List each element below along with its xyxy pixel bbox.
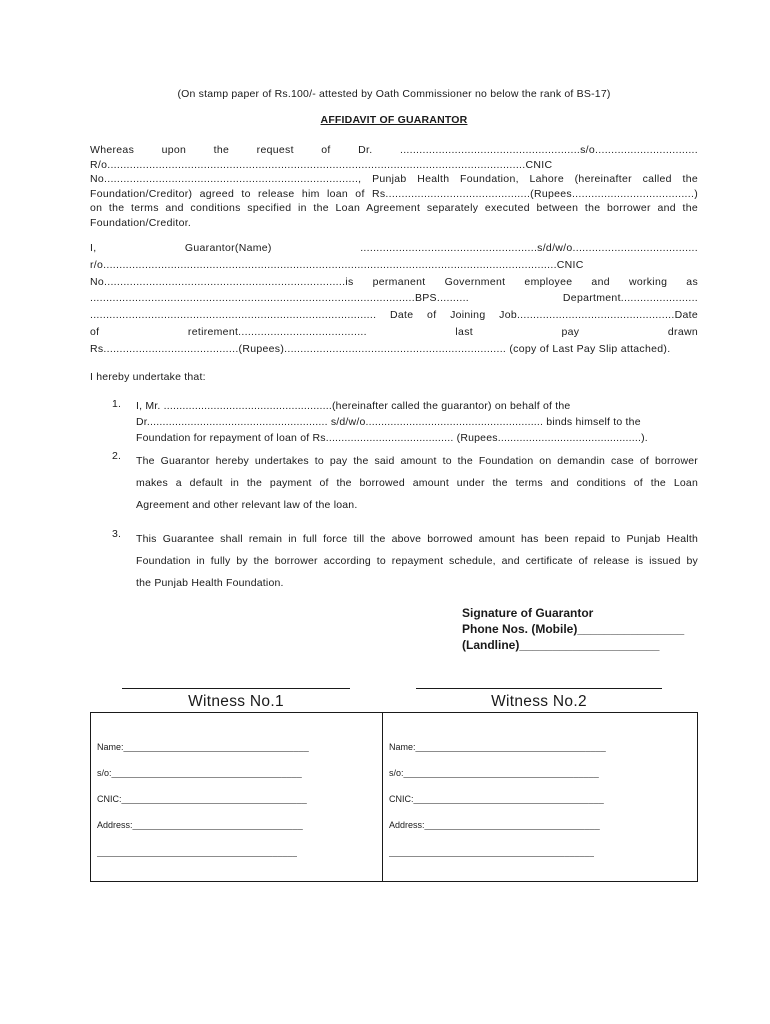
mobile-phone-field: Phone Nos. (Mobile)________________ xyxy=(462,622,685,636)
undertake-heading: I hereby undertake that: xyxy=(90,371,206,383)
witness-2-name-field: Name:______________________________________ xyxy=(389,742,606,752)
whereas-line: Foundation/Creditor. xyxy=(90,216,192,229)
witness-2-address-field: Address:___________________________________ xyxy=(389,820,600,830)
whereas-line: on the terms and conditions specified in the Loan Agreement separately executed between the borrower and the xyxy=(90,202,698,214)
signature-block xyxy=(462,605,684,653)
guarantor-line: of retirement........................................ last pay drawn xyxy=(90,325,698,338)
whereas-line: R/o..................................................................................................................................CNIC xyxy=(90,158,553,171)
item-number: 2. xyxy=(112,450,122,462)
signature-label: Signature of Guarantor xyxy=(462,606,594,620)
item-line: Agreement and other relevant law of the loan. xyxy=(136,499,358,511)
witness-2-heading: Witness No.2 xyxy=(491,693,587,710)
item-number: 3. xyxy=(112,528,122,540)
landline-phone-field: (Landline)_____________________ xyxy=(462,638,660,652)
witness-2-address-extra-line: _________________________________________ xyxy=(389,847,595,857)
witness-1-so-field: s/o:______________________________________ xyxy=(97,768,302,778)
item-line: Foundation for repayment of loan of Rs......................................... (Rupees..............................................). xyxy=(136,432,648,444)
whereas-line: No..............................................................................., Punjab Health Foundation, Lahore (hereinafter called the xyxy=(90,173,698,185)
witness-column-divider xyxy=(382,713,383,881)
whereas-line: Foundation/Creditor) agreed to release him loan of Rs.............................................(Rupees......................................) xyxy=(90,187,698,200)
guarantor-line: ......................................................................................... Date of Joining Job.................................................Date xyxy=(90,309,698,322)
item-number: 1. xyxy=(112,398,122,410)
item-line: This Guarantee shall remain in full force till the above borrowed amount has been repaid to Punjab Health xyxy=(136,533,698,545)
guarantor-line: .....................................................................................................BPS.......... Department........................ xyxy=(90,292,698,305)
item-line: makes a default in the payment of the borrowed amount under the terms and conditions of the Loan xyxy=(136,477,698,489)
whereas-line: Whereas upon the request of Dr. ........................................................s/o................................ xyxy=(90,144,698,156)
witness-1-heading: Witness No.1 xyxy=(188,693,284,710)
guarantor-line: Rs..........................................(Rupees)..................................................................... (copy of Last Pay Slip attached). xyxy=(90,342,671,355)
guarantor-line: r/o.............................................................................................................................................CNIC xyxy=(90,258,584,271)
witness-1-address-field: Address:__________________________________ xyxy=(97,820,303,830)
item-line: The Guarantor hereby undertakes to pay the said amount to the Foundation on demandin case of borrower xyxy=(136,455,698,467)
stamp-paper-note: (On stamp paper of Rs.100/- attested by Oath Commissioner no below the rank of BS-17) xyxy=(177,88,611,100)
witness-1-cnic-field: CNIC:_____________________________________ xyxy=(97,794,307,804)
witness-1-name-field: Name:_____________________________________ xyxy=(97,742,309,752)
affidavit-title: AFFIDAVIT OF GUARANTOR xyxy=(320,114,468,126)
witness-1-address-extra-line: ________________________________________ xyxy=(97,847,298,857)
guarantor-line: I, Guarantor(Name) .......................................................s/d/w/o....................................... xyxy=(90,242,698,254)
item-line: Dr.......................................................... s/d/w/o......................................................... binds himself to the xyxy=(136,416,641,428)
witness-2-signature-line xyxy=(416,688,662,689)
item-line: Foundation in fully by the borrower according to repayment schedule, and certificate of release is issued by xyxy=(136,555,698,567)
item-line: the Punjab Health Foundation. xyxy=(136,577,284,589)
item-line: I, Mr. ......................................................(hereinafter called the guarantor) on behalf of the xyxy=(136,400,571,412)
whereas-paragraph xyxy=(90,143,698,230)
witness-table xyxy=(90,712,698,882)
witness-2-so-field: s/o:_______________________________________ xyxy=(389,768,599,778)
guarantor-paragraph xyxy=(90,240,698,358)
guarantor-line: No...........................................................................is permanent Government employee and working as xyxy=(90,275,698,288)
witness-2-cnic-field: CNIC:______________________________________ xyxy=(389,794,604,804)
witness-1-signature-line xyxy=(122,688,350,689)
